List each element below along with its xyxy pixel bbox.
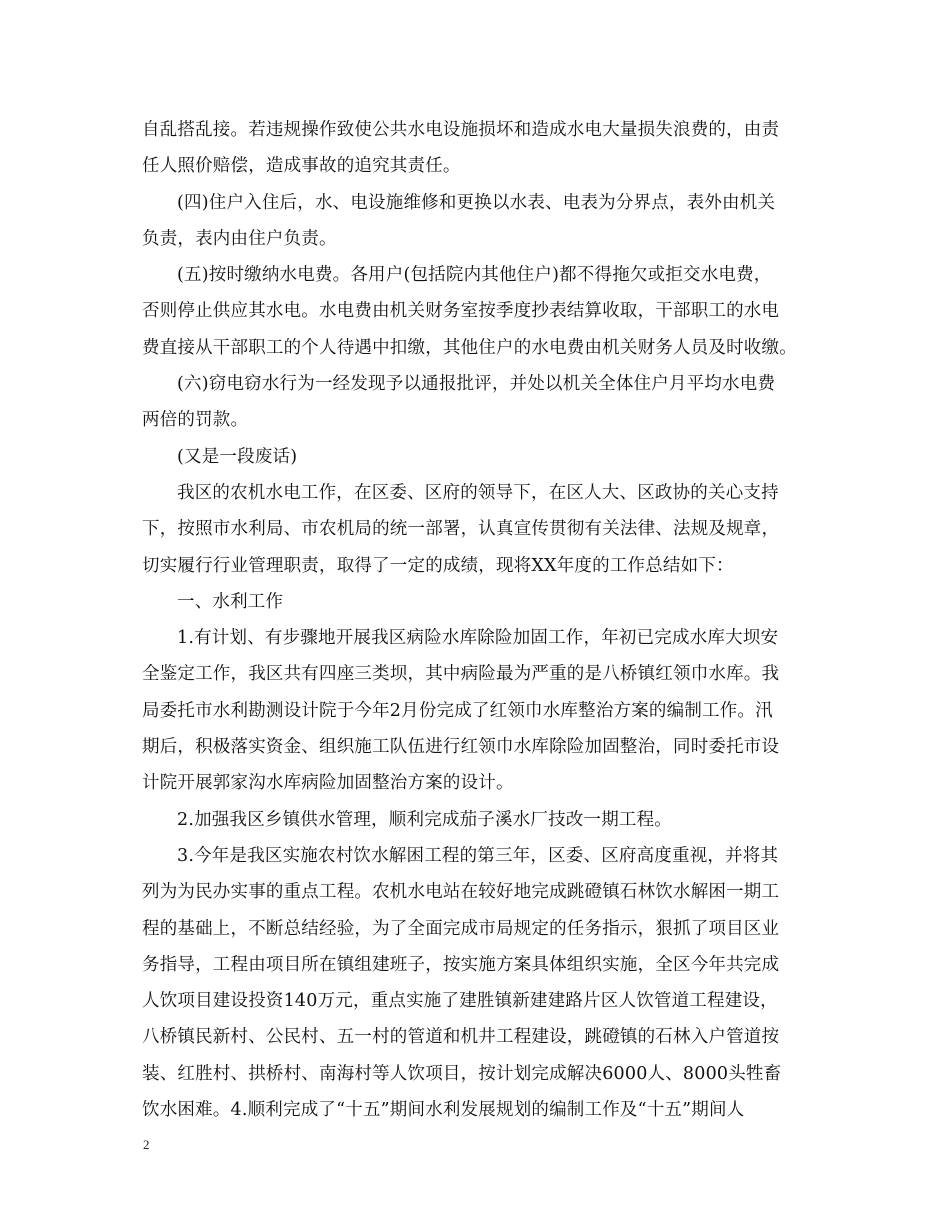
text-line: 3.今年是我区实施农村饮水解困工程的第三年，区委、区府高度重视，并将其 xyxy=(177,845,779,866)
text-line: 列为为民办实事的重点工程。农机水电站在较好地完成跳磴镇石林饮水解困一期工 xyxy=(142,882,780,903)
text-line: 负责，表内由住户负责。 xyxy=(142,228,337,249)
text-line: 务指导，工程由项目所在镇组建班子，按实施方案具体组织实施，全区今年共完成 xyxy=(142,954,780,975)
text-line: 切实履行行业管理职责，取得了一定的成绩，现将XX年度的工作总结如下： xyxy=(142,555,734,576)
text-line: 否则停止供应其水电。水电费由机关财务室按季度抄表结算收取，干部职工的水电 xyxy=(142,301,780,322)
text-line: 自乱搭乱接。若违规操作致使公共水电设施损坏和造成水电大量损失浪费的，由责 xyxy=(142,120,780,140)
text-line: (四)住户入住后，水、电设施维修和更换以水表、电表为分界点，表外由机关 xyxy=(177,192,776,213)
text-line: 计院开展郭家沟水库病险加固整治方案的设计。 xyxy=(142,773,514,794)
text-line: 两倍的罚款。 xyxy=(142,410,249,431)
text-line: 下，按照市水利局、市农机局的统一部署，认真宣传贯彻有关法律、法规及规章， xyxy=(142,519,780,540)
text-line: 一、水利工作 xyxy=(177,591,284,612)
text-line: 饮水困难。4.顺利完成了“十五”期间水利发展规划的编制工作及“十五”期间人 xyxy=(142,1100,745,1121)
body-text xyxy=(142,112,822,1128)
text-line: 我区的农机水电工作，在区委、区府的领导下，在区人大、区政协的关心支持 xyxy=(177,482,779,503)
text-line: 期后，积极落实资金、组织施工队伍进行红领巾水库除险加固整治，同时委托市设 xyxy=(142,737,780,758)
text-line: (五)按时缴纳水电费。各用户(包括院内其他住户)都不得拖欠或拒交水电费， xyxy=(177,265,772,286)
text-line: 装、红胜村、拱桥村、南海村等人饮项目，按计划完成解决6000人、8000头牲畜 xyxy=(142,1063,782,1084)
text-line: 任人照价赔偿，造成事故的追究其责任。 xyxy=(142,156,461,177)
text-line: 局委托市水利勘测设计院于今年2月份完成了红领巾水库整治方案的编制工作。汛 xyxy=(142,700,773,721)
text-line: (六)窃电窃水行为一经发现予以通报批评，并处以机关全体住户月平均水电费 xyxy=(177,374,776,395)
text-line: (又是一段废话) xyxy=(177,446,298,467)
text-line: 程的基础上，不断总结经验，为了全面完成市局规定的任务指示，狠抓了项目区业 xyxy=(142,918,780,939)
text-line: 八桥镇民新村、公民村、五一村的管道和机井工程建设，跳磴镇的石林入户管道按 xyxy=(142,1027,780,1048)
text-line: 2.加强我区乡镇供水管理，顺利完成茄子溪水厂技改一期工程。 xyxy=(177,809,672,830)
text-line: 人饮项目建设投资140万元，重点实施了建胜镇新建建路片区人饮管道工程建设， xyxy=(142,991,778,1012)
text-line: 费直接从干部职工的个人待遇中扣缴，其他住户的水电费由机关财务人员及时收缴。 xyxy=(142,337,797,358)
page-number: 2 xyxy=(143,1137,150,1152)
text-line: 全鉴定工作，我区共有四座三类坝，其中病险最为严重的是八桥镇红领巾水库。我 xyxy=(142,664,780,685)
text-line: 1.有计划、有步骤地开展我区病险水库除险加固工作，年初已完成水库大坝安 xyxy=(177,628,779,649)
